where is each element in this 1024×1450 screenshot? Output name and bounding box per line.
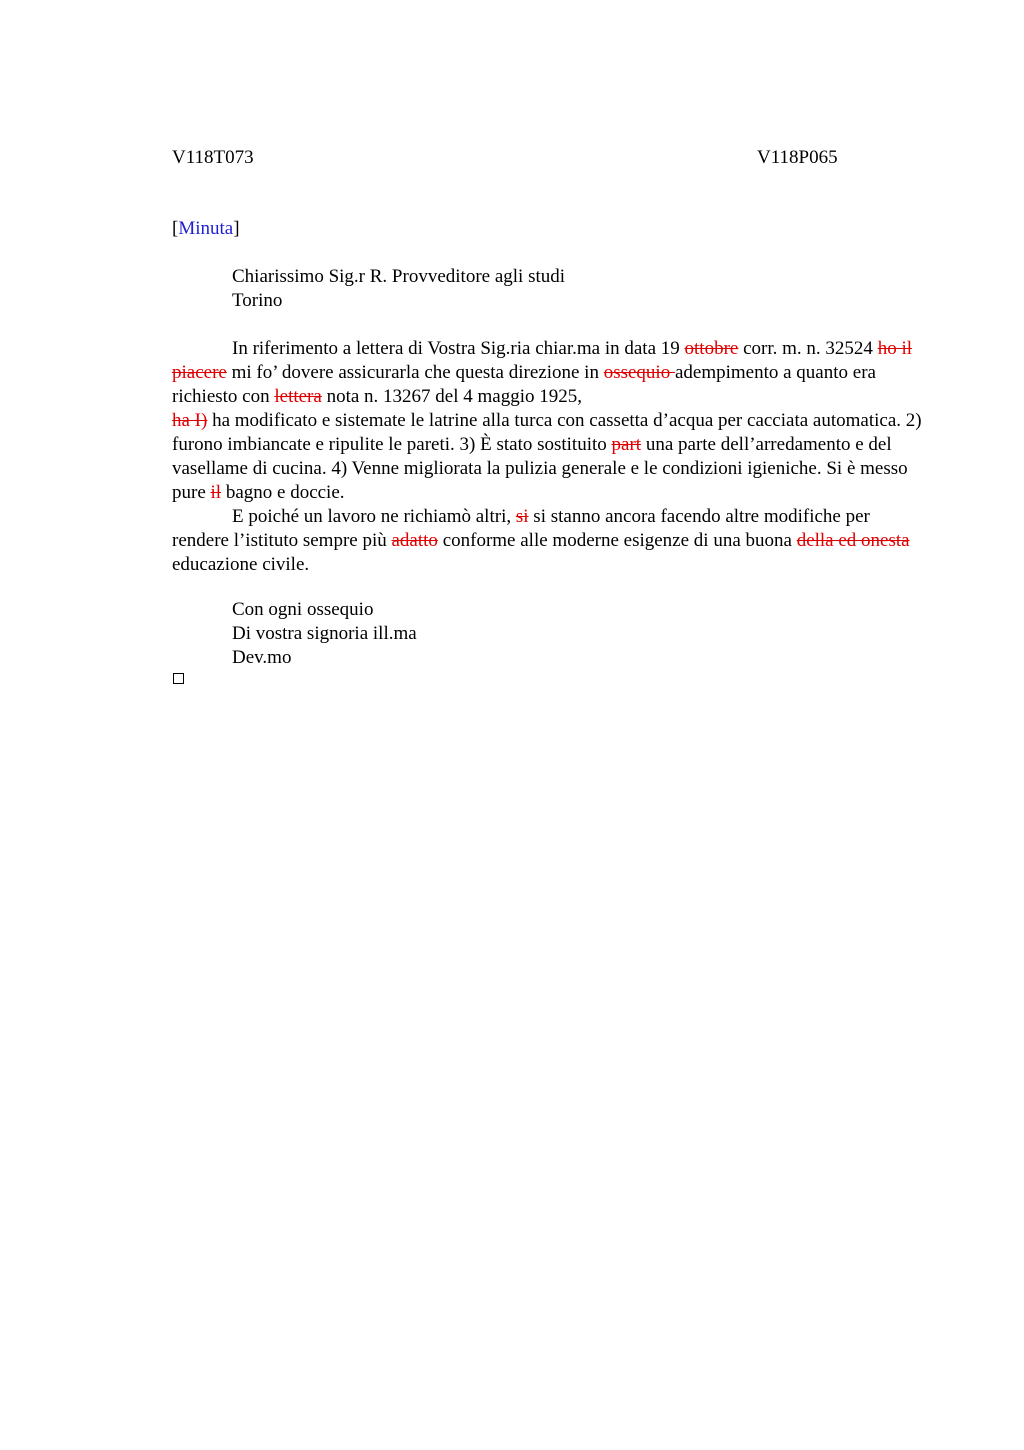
paragraph-2-text: conforme alle moderne esigenze di una buona bbox=[437, 530, 797, 551]
paragraph-1-text: nota n. 13267 del 4 maggio 1925, bbox=[321, 386, 582, 407]
draft-label-close-bracket: ] bbox=[233, 218, 240, 239]
deleted-text: adatto bbox=[391, 530, 438, 551]
draft-label bbox=[172, 218, 240, 240]
deleted-text: si bbox=[515, 506, 529, 527]
paragraph-2-text: E poiché un lavoro ne richiamò altri, bbox=[232, 506, 516, 527]
paragraph-1-text: adempimento a quanto era richiesto con bbox=[172, 362, 876, 407]
addressee-block bbox=[232, 265, 565, 313]
addressee-line-2: Torino bbox=[232, 290, 283, 311]
paragraph-1-text: corr. m. n. 32524 bbox=[738, 338, 878, 359]
addressee-line-1: Chiarissimo Sig.r R. Provveditore agli studi bbox=[232, 266, 566, 287]
paragraph-2 bbox=[172, 505, 930, 577]
paragraph-1 bbox=[172, 337, 930, 505]
deleted-text: ossequio bbox=[603, 362, 675, 383]
draft-label-open-bracket: [ bbox=[172, 218, 179, 239]
closing-block bbox=[232, 598, 417, 670]
paragraph-1-text: mi fo’ dovere assicurarla che questa direzione in bbox=[226, 362, 604, 383]
letter-body bbox=[172, 337, 930, 577]
deleted-text: ottobre bbox=[684, 338, 739, 359]
deleted-text: part bbox=[611, 434, 642, 455]
paragraph-2-text: si stanno ancora facendo altre modifiche per rendere l’istituto sempre più bbox=[172, 506, 870, 551]
paragraph-1-text: ha modificato e sistemate le latrine alla turca con cassetta d’acqua per cacciata automatica. 2) furono imbiancate e ripulite le pareti. 3) È stato sostituito bbox=[172, 410, 922, 455]
closing-line-2: Di vostra signoria ill.ma bbox=[232, 623, 417, 644]
paragraph-2-text: educazione civile. bbox=[172, 554, 310, 575]
deleted-text: ha I) bbox=[172, 410, 208, 431]
paragraph-1-text: bagno e doccie. bbox=[221, 482, 345, 503]
end-marker-box bbox=[173, 673, 184, 684]
deleted-text: della ed onesta bbox=[796, 530, 910, 551]
closing-line-3: Dev.mo bbox=[232, 647, 292, 668]
deleted-text: ho il piacere bbox=[172, 338, 912, 383]
draft-label-word: Minuta bbox=[178, 218, 234, 239]
paragraph-1-text: una parte dell’arredamento e del vasellame di cucina. 4) Venne migliorata la pulizia generale e le condizioni igieniche. Si è messo pure bbox=[172, 434, 908, 503]
paragraph-1-text: In riferimento a lettera di Vostra Sig.ria chiar.ma in data 19 bbox=[232, 338, 685, 359]
document-code-left: V118T073 bbox=[172, 147, 254, 168]
deleted-text: lettera bbox=[274, 386, 322, 407]
closing-line-1: Con ogni ossequio bbox=[232, 599, 374, 620]
deleted-text: il bbox=[210, 482, 222, 503]
document-code-right: V118P065 bbox=[757, 147, 838, 168]
